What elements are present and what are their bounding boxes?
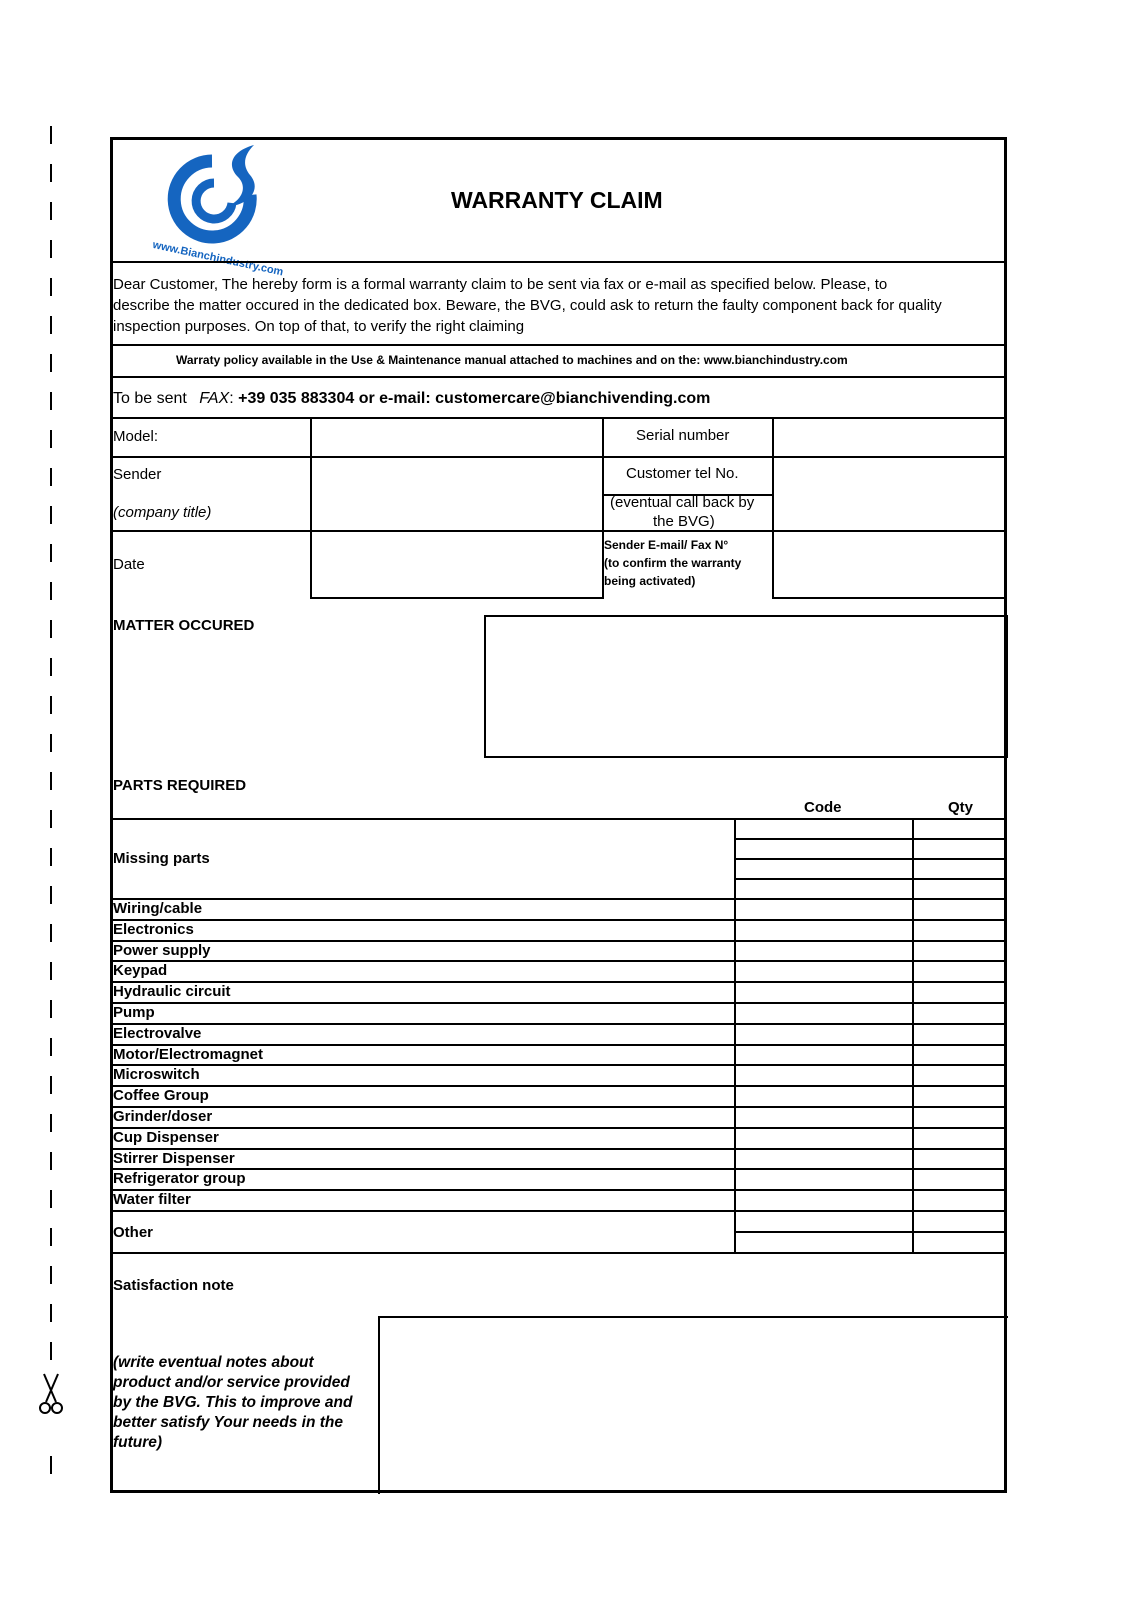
scissors-icon (36, 1372, 66, 1422)
cut-line-dash (50, 810, 52, 828)
code-cell[interactable] (736, 921, 910, 938)
part-row-label: Stirrer Dispenser (113, 1149, 235, 1167)
parts-required-label: PARTS REQUIRED (113, 777, 247, 794)
matter-occured-label: MATTER OCCURED (113, 617, 255, 634)
cut-line-dash (50, 354, 52, 372)
cut-line-dash (50, 202, 52, 220)
cut-line-dash (50, 734, 52, 752)
callback-line-2: the BVG) (653, 513, 715, 530)
cut-line-dash (50, 848, 52, 866)
qty-cell[interactable] (914, 1233, 1005, 1250)
cut-line-dash (50, 1304, 52, 1322)
code-cell[interactable] (736, 1025, 910, 1042)
qty-cell[interactable] (914, 1108, 1005, 1125)
logo-text: www.Bianchindustry.com (151, 239, 285, 279)
matter-occured-box[interactable] (484, 615, 1008, 758)
code-cell[interactable] (736, 1066, 910, 1083)
part-row-label: Motor/Electromagnet (113, 1045, 264, 1063)
part-row-label: Keypad (113, 962, 168, 980)
qty-cell[interactable] (914, 1150, 1005, 1167)
cut-line-dash (50, 1190, 52, 1208)
cut-line-dash (50, 1114, 52, 1132)
code-cell[interactable] (736, 983, 910, 1000)
code-cell[interactable] (736, 1212, 910, 1229)
company-logo (150, 143, 285, 279)
sender-label: Sender (113, 466, 162, 483)
part-row-label: Electronics (113, 920, 194, 938)
cut-line-dash (50, 126, 52, 144)
qty-cell[interactable] (914, 1170, 1005, 1187)
qty-header: Qty (948, 799, 974, 816)
part-row-label: Wiring/cable (113, 900, 203, 917)
cut-line-dash (50, 1000, 52, 1018)
satisfaction-label: Satisfaction note (113, 1277, 234, 1294)
other-part-label: Other (113, 1224, 154, 1241)
qty-cell[interactable] (914, 1066, 1005, 1083)
cut-line-dash (50, 430, 52, 448)
callback-line-1: (eventual call back by (610, 494, 755, 511)
satisfaction-note-line: product and/or service provided (113, 1374, 350, 1391)
cut-line-dash (50, 924, 52, 942)
cut-line-dash (50, 582, 52, 600)
part-row-label: Coffee Group (113, 1087, 209, 1105)
cut-line-dash (50, 1038, 52, 1056)
qty-cell[interactable] (914, 880, 1005, 896)
serial-number-label: Serial number (636, 427, 730, 444)
send-line: To be sent FAX: +39 035 883304 or e-mail: customercare@bianchivending.com (113, 390, 711, 407)
satisfaction-note-line: (write eventual notes about (113, 1354, 314, 1371)
cut-line-dash (50, 772, 52, 790)
sender-email-line-1: Sender E-mail/ Fax N° (604, 538, 729, 552)
qty-cell[interactable] (914, 942, 1005, 959)
cut-line-dash (50, 278, 52, 296)
cut-line-dash (50, 658, 52, 676)
cut-line-dash (50, 392, 52, 410)
sender-email-line-2: (to confirm the warranty (604, 556, 742, 570)
cut-line-dash (50, 316, 52, 334)
cut-line-dash (50, 1456, 52, 1474)
code-cell[interactable] (736, 942, 910, 959)
cut-line-dash (50, 886, 52, 904)
satisfaction-note-line: better satisfy Your needs in the (113, 1414, 343, 1431)
cut-line-dash (50, 1228, 52, 1246)
code-cell[interactable] (736, 1129, 910, 1146)
part-row-label: Hydraulic circuit (113, 983, 231, 1001)
code-cell[interactable] (736, 1087, 910, 1104)
send-prefix: To be sent (113, 390, 187, 407)
cut-line-dash (50, 1266, 52, 1284)
cut-line-dash (50, 962, 52, 980)
intro-line-1: Dear Customer, The hereby form is a formal warranty claim to be sent via fax or e-mail as specified below. Please, to (113, 276, 888, 293)
qty-cell[interactable] (914, 983, 1005, 1000)
qty-cell[interactable] (914, 1025, 1005, 1042)
cut-line-dash (50, 696, 52, 714)
satisfaction-note-line: future) (113, 1434, 163, 1451)
qty-cell[interactable] (914, 1191, 1005, 1208)
missing-parts-label: Missing parts (113, 850, 210, 867)
part-row-label: Electrovalve (113, 1024, 202, 1042)
code-cell[interactable] (736, 962, 910, 979)
qty-cell[interactable] (914, 921, 1005, 938)
cut-line-dash (50, 506, 52, 524)
cut-line-dash (50, 468, 52, 486)
code-cell[interactable] (736, 1233, 910, 1250)
cut-line-dash (50, 1342, 52, 1360)
qty-cell[interactable] (914, 1004, 1005, 1021)
intro-line-3: inspection purposes. On top of that, to verify the right claiming (113, 318, 525, 335)
code-cell[interactable] (736, 1004, 910, 1021)
model-label: Model: (113, 428, 159, 445)
part-row-label: Refrigerator group (113, 1170, 246, 1188)
form-frame (110, 137, 1007, 1493)
sender-email-line-3: being activated) (604, 574, 696, 588)
company-title-label: (company title) (113, 504, 212, 521)
code-cell[interactable] (736, 1150, 910, 1167)
part-row-label: Cup Dispenser (113, 1128, 219, 1146)
code-cell[interactable] (736, 820, 910, 836)
qty-cell[interactable] (914, 820, 1005, 836)
cut-line-dash (50, 544, 52, 562)
code-cell[interactable] (736, 880, 910, 896)
code-cell[interactable] (736, 1108, 910, 1125)
cut-line-dash (50, 164, 52, 182)
code-cell[interactable] (736, 900, 910, 917)
part-row-label: Water filter (113, 1191, 191, 1209)
part-row-label: Grinder/doser (113, 1108, 213, 1125)
qty-cell[interactable] (914, 962, 1005, 979)
date-label: Date (113, 556, 145, 573)
fax-label: FAX (199, 390, 230, 407)
code-cell[interactable] (736, 840, 910, 856)
qty-cell[interactable] (914, 900, 1005, 917)
part-row-label: Microswitch (113, 1066, 200, 1084)
qty-cell[interactable] (914, 1046, 1005, 1063)
code-cell[interactable] (736, 1170, 910, 1187)
qty-cell[interactable] (914, 860, 1005, 876)
code-header: Code (804, 799, 842, 816)
qty-cell[interactable] (914, 1087, 1005, 1104)
policy-note: Warraty policy available in the Use & Maintenance manual attached to machines and on the: www.bianchindustry.com (176, 353, 848, 367)
cut-line-dash (50, 1076, 52, 1094)
code-cell[interactable] (736, 860, 910, 876)
satisfaction-note-line: by the BVG. This to improve and (113, 1394, 353, 1411)
page-title: WARRANTY CLAIM (451, 187, 663, 213)
cut-line-dash (50, 240, 52, 258)
part-row-label: Power supply (113, 941, 211, 959)
code-cell[interactable] (736, 1191, 910, 1208)
satisfaction-box[interactable] (378, 1316, 1008, 1494)
qty-cell[interactable] (914, 1212, 1005, 1229)
customer-tel-label: Customer tel No. (626, 465, 739, 482)
part-row-label: Pump (113, 1004, 155, 1021)
qty-cell[interactable] (914, 1129, 1005, 1146)
qty-cell[interactable] (914, 840, 1005, 856)
cut-line-dash (50, 620, 52, 638)
code-cell[interactable] (736, 1046, 910, 1063)
intro-line-2: describe the matter occured in the dedicated box. Beware, the BVG, could ask to return the faulty component back for quality (113, 297, 942, 314)
send-contact: +39 035 883304 or e-mail: customercare@bianchivending.com (238, 390, 711, 407)
cut-line-dash (50, 1152, 52, 1170)
